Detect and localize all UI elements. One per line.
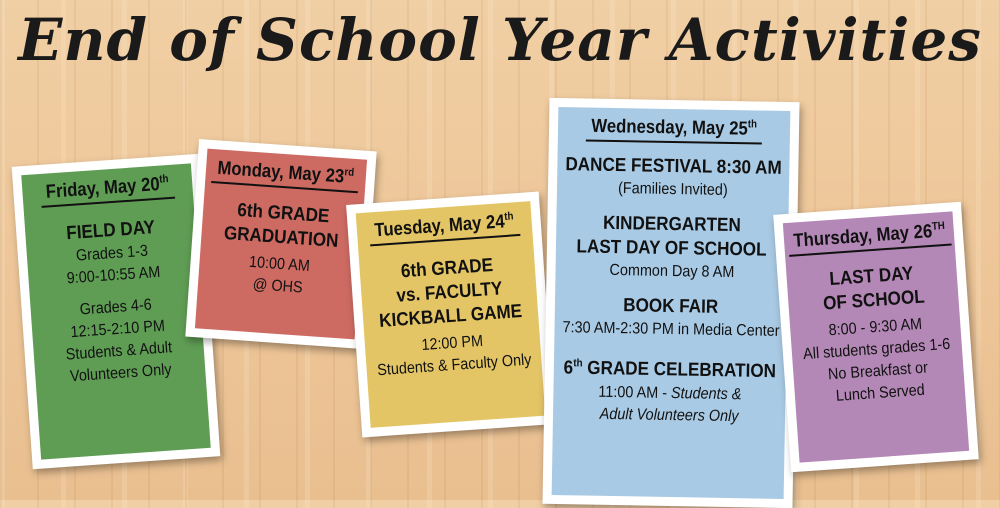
event-note: 7:30 AM-2:30 PM in Media Center (561, 319, 780, 341)
event-detail: Students & Adult (65, 339, 173, 364)
event-location: @ OHS (252, 276, 304, 297)
event-title: FIELD DAY (65, 217, 156, 245)
event-note: Common Day 8 AM (608, 262, 735, 282)
event-note: (Families Invited) (618, 180, 728, 200)
card-day-title: Tuesday, May 24th (368, 206, 520, 247)
thursday-card (773, 202, 979, 472)
event-time: 8:00 - 9:30 AM (828, 316, 923, 340)
event-note: Students & Faculty Only (376, 351, 532, 380)
event-title: GRADUATION (223, 223, 340, 253)
event-detail: 12:15-2:10 PM (69, 318, 165, 342)
event-title: LAST DAY (829, 263, 915, 291)
event-detail: Grades 1-3 (75, 242, 149, 265)
event-title: 6th GRADE (400, 255, 495, 283)
event-title: 6th GRADE (236, 200, 330, 228)
event-detail: Grades 4-6 (79, 296, 153, 319)
event-time: 10:00 AM (248, 254, 311, 276)
card-day-title: Wednesday, May 25th (586, 111, 763, 144)
event-title: BOOK FAIR (623, 295, 719, 319)
event-title: vs. FACULTY (395, 278, 503, 308)
event-title: OF SCHOOL (822, 286, 925, 315)
page-title: End of School Year Activities (18, 6, 982, 74)
event-title: LAST DAY OF SCHOOL (576, 236, 768, 261)
event-note: Adult Volunteers Only (599, 405, 739, 425)
event-note: 11:00 AM - Students & (597, 383, 742, 403)
event-detail: No Breakfast or (827, 359, 929, 384)
event-title: KINDERGARTEN (603, 213, 742, 237)
event-title: 6th GRADE CELEBRATION (563, 357, 777, 383)
event-title: DANCE FESTIVAL 8:30 AM (565, 154, 782, 180)
event-time: 12:00 PM (421, 333, 484, 355)
card-day-title: Monday, May 23rd (211, 153, 360, 194)
card-day-title: Thursday, May 26TH (787, 216, 951, 258)
card-day-title: Friday, May 20th (40, 169, 175, 209)
tuesday-card (346, 192, 555, 438)
event-detail: All students grades 1-6 (802, 336, 951, 364)
event-title: KICKBALL GAME (378, 301, 523, 333)
event-detail: Volunteers Only (69, 361, 172, 386)
wednesday-card (542, 98, 799, 508)
event-detail: 9:00-10:55 AM (66, 264, 161, 288)
event-detail: Lunch Served (835, 382, 925, 406)
